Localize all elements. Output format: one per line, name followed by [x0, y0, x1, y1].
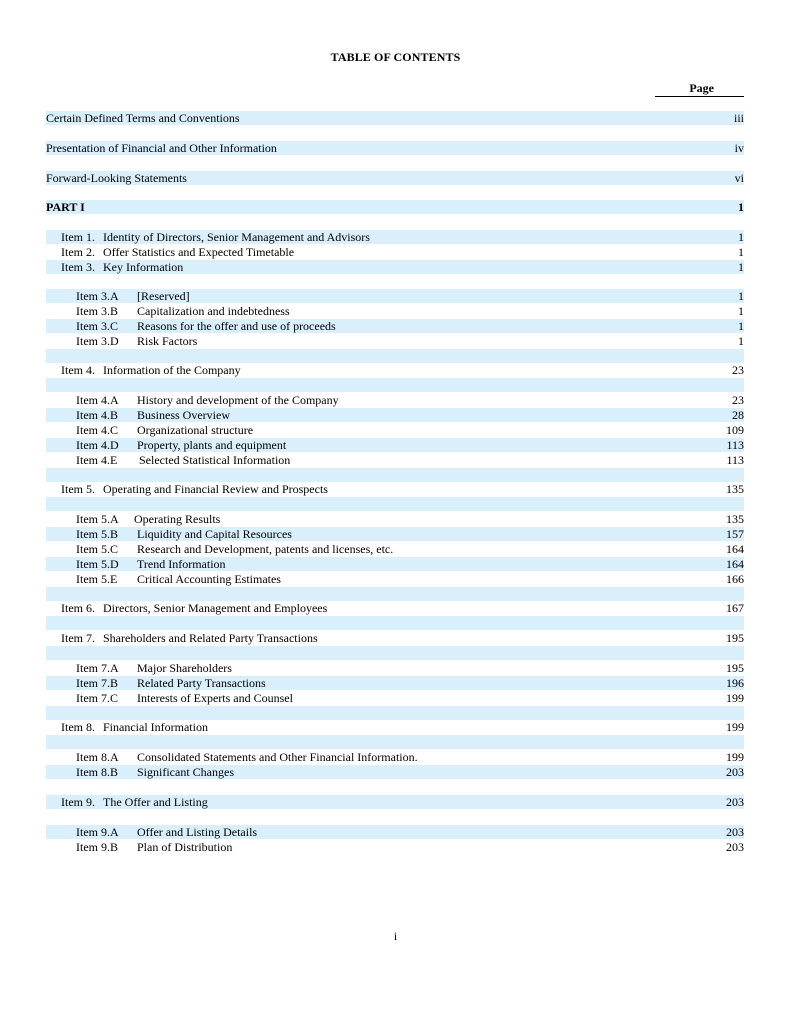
toc-item-page: 157	[726, 527, 744, 541]
toc-item-title: Key Information	[103, 260, 184, 274]
toc-item-page: 28	[732, 408, 744, 422]
toc-spacer	[46, 616, 744, 630]
toc-item-title: [Reserved]	[137, 289, 190, 303]
page-number-footer: i	[393, 929, 398, 943]
toc-item-number: Item 4.D	[76, 438, 119, 452]
toc-item-page: 1	[738, 260, 744, 274]
toc-item-number: Item 4.	[61, 363, 95, 377]
toc-item-page: 203	[726, 840, 744, 854]
toc-item-page: 1	[738, 319, 744, 333]
toc-entry-page: 1	[738, 200, 744, 214]
toc-item-number: Item 5.B	[76, 527, 118, 541]
toc-spacer	[46, 735, 744, 749]
toc-item-title: Significant Changes	[137, 765, 234, 779]
toc-item-5[interactable]	[46, 482, 744, 496]
toc-item-7c[interactable]	[46, 691, 744, 705]
toc-item-page: 113	[726, 453, 744, 467]
toc-item-5d[interactable]	[46, 557, 744, 571]
toc-item-page: 195	[726, 661, 744, 675]
toc-item-title: Risk Factors	[137, 334, 198, 348]
document-title: TABLE OF CONTENTS	[330, 50, 461, 64]
toc-item-title: Organizational structure	[137, 423, 254, 437]
toc-item-number: Item 5.C	[76, 542, 118, 556]
toc-item-page: 164	[726, 557, 744, 571]
toc-item-page: 199	[726, 720, 744, 734]
toc-item-number: Item 6.	[61, 601, 95, 615]
toc-item-title: Operating and Financial Review and Prospects	[103, 482, 328, 496]
toc-item-4[interactable]	[46, 363, 744, 377]
toc-item-number: Item 3.D	[76, 334, 119, 348]
toc-item-9a[interactable]	[46, 825, 744, 839]
toc-entry-page: iii	[733, 111, 744, 125]
toc-item-title: Shareholders and Related Party Transactions	[103, 631, 318, 645]
toc-item-7b[interactable]	[46, 676, 744, 690]
toc-item-number: Item 3.C	[76, 319, 118, 333]
toc-item-number: Item 4.B	[76, 408, 118, 422]
toc-item-number: Item 8.A	[76, 750, 119, 764]
toc-item-9[interactable]	[46, 795, 744, 809]
toc-item-8b[interactable]	[46, 765, 744, 779]
toc-item-8[interactable]	[46, 720, 744, 734]
toc-item-number: Item 5.E	[76, 572, 118, 586]
toc-item-page: 23	[732, 393, 744, 407]
toc-item-page: 23	[732, 363, 744, 377]
toc-item-page: 166	[726, 572, 744, 586]
toc-item-number: Item 7.B	[76, 676, 118, 690]
toc-item-number: Item 4.E	[76, 453, 118, 467]
toc-item-title: Identity of Directors, Senior Management and Advisors	[103, 230, 370, 244]
toc-item-6[interactable]	[46, 601, 744, 615]
toc-spacer	[46, 497, 744, 511]
toc-item-number: Item 8.B	[76, 765, 118, 779]
toc-item-2[interactable]	[46, 245, 744, 259]
toc-item-number: Item 3.B	[76, 304, 118, 318]
toc-entry-presentation[interactable]	[46, 141, 744, 155]
toc-item-3c[interactable]	[46, 319, 744, 333]
toc-item-page: 113	[726, 438, 744, 452]
toc-item-title: Consolidated Statements and Other Financial Information.	[137, 750, 418, 764]
toc-item-title: Operating Results	[134, 512, 221, 526]
toc-item-page: 135	[726, 482, 744, 496]
toc-item-number: Item 2.	[61, 245, 95, 259]
toc-entry-page: vi	[734, 171, 744, 185]
toc-entry-label: PART I	[46, 200, 85, 214]
toc-item-number: Item 5.A	[76, 512, 119, 526]
toc-item-page: 1	[738, 289, 744, 303]
toc-item-title: Offer and Listing Details	[137, 825, 258, 839]
toc-item-title: Critical Accounting Estimates	[137, 572, 281, 586]
toc-spacer	[46, 587, 744, 601]
toc-item-page: 203	[726, 825, 744, 839]
toc-item-number: Item 1.	[61, 230, 95, 244]
toc-spacer	[46, 706, 744, 720]
toc-item-title: Plan of Distribution	[137, 840, 233, 854]
toc-item-title: Major Shareholders	[137, 661, 232, 675]
toc-item-page: 199	[726, 750, 744, 764]
toc-item-number: Item 7.	[61, 631, 95, 645]
toc-entry-forward-looking[interactable]	[46, 171, 744, 185]
toc-item-3[interactable]	[46, 260, 744, 274]
toc-item-number: Item 9.B	[76, 840, 118, 854]
toc-item-page: 109	[726, 423, 744, 437]
toc-item-page: 199	[726, 691, 744, 705]
toc-item-7[interactable]	[46, 631, 744, 645]
toc-item-8a[interactable]	[46, 750, 744, 764]
toc-item-4a[interactable]	[46, 393, 744, 407]
toc-item-page: 203	[726, 795, 744, 809]
toc-spacer	[46, 378, 744, 392]
toc-item-4e[interactable]	[46, 453, 744, 467]
toc-item-page: 1	[738, 304, 744, 318]
toc-item-number: Item 9.A	[76, 825, 119, 839]
toc-item-page: 196	[726, 676, 744, 690]
toc-item-title: Related Party Transactions	[137, 676, 266, 690]
toc-item-number: Item 3.A	[76, 289, 119, 303]
toc-item-title: Research and Development, patents and licenses, etc.	[137, 542, 394, 556]
toc-item-3d[interactable]	[46, 334, 744, 348]
toc-item-page: 167	[726, 601, 744, 615]
toc-entry-page: iv	[734, 141, 744, 155]
toc-item-title: Trend Information	[137, 557, 226, 571]
page-column-header	[655, 81, 744, 97]
toc-item-page: 164	[726, 542, 744, 556]
page-column-header-label: Page	[689, 81, 714, 95]
toc-item-title: The Offer and Listing	[103, 795, 208, 809]
toc-entry-label: Forward-Looking Statements	[46, 171, 187, 185]
toc-item-page: 195	[726, 631, 744, 645]
toc-item-number: Item 5.	[61, 482, 95, 496]
toc-item-number: Item 7.A	[76, 661, 119, 675]
toc-item-number: Item 7.C	[76, 691, 118, 705]
toc-item-4b[interactable]	[46, 408, 744, 422]
toc-item-5a[interactable]	[46, 512, 744, 526]
toc-item-4c[interactable]	[46, 423, 744, 437]
toc-entry-part-1[interactable]	[46, 200, 744, 214]
toc-item-number: Item 5.D	[76, 557, 119, 571]
toc-item-number: Item 8.	[61, 720, 95, 734]
toc-item-number: Item 4.A	[76, 393, 119, 407]
toc-item-1[interactable]	[46, 230, 744, 244]
toc-item-title: History and development of the Company	[137, 393, 339, 407]
toc-item-title: Property, plants and equipment	[137, 438, 287, 452]
toc-item-page: 1	[738, 245, 744, 259]
toc-item-title: Capitalization and indebtedness	[137, 304, 290, 318]
toc-item-title: Liquidity and Capital Resources	[137, 527, 292, 541]
toc-entry-defined-terms[interactable]	[46, 111, 744, 125]
toc-spacer	[46, 468, 744, 482]
toc-entry-label: Presentation of Financial and Other Information	[46, 141, 277, 155]
toc-spacer	[46, 349, 744, 363]
toc-item-number: Item 3.	[61, 260, 95, 274]
toc-spacer	[46, 646, 744, 660]
toc-item-page: 135	[726, 512, 744, 526]
toc-item-page: 1	[738, 230, 744, 244]
toc-item-3a[interactable]	[46, 289, 744, 303]
toc-item-title: Financial Information	[103, 720, 208, 734]
toc-item-7a[interactable]	[46, 661, 744, 675]
toc-entry-label: Certain Defined Terms and Conventions	[46, 111, 240, 125]
toc-item-5b[interactable]	[46, 527, 744, 541]
toc-item-title: Offer Statistics and Expected Timetable	[103, 245, 295, 259]
toc-item-title: Directors, Senior Management and Employees	[103, 601, 328, 615]
toc-item-number: Item 9.	[61, 795, 95, 809]
toc-item-5c[interactable]	[46, 542, 744, 556]
toc-item-number: Item 4.C	[76, 423, 118, 437]
toc-item-5e[interactable]	[46, 572, 744, 586]
toc-item-title: Information of the Company	[103, 363, 241, 377]
toc-item-3b[interactable]	[46, 304, 744, 318]
toc-item-title: Reasons for the offer and use of proceeds	[137, 319, 336, 333]
toc-item-title: Selected Statistical Information	[139, 453, 291, 467]
toc-item-title: Interests of Experts and Counsel	[137, 691, 293, 705]
toc-item-page: 1	[738, 334, 744, 348]
toc-item-title: Business Overview	[137, 408, 230, 422]
toc-item-page: 203	[726, 765, 744, 779]
toc-item-9b[interactable]	[46, 840, 744, 854]
toc-item-4d[interactable]	[46, 438, 744, 452]
